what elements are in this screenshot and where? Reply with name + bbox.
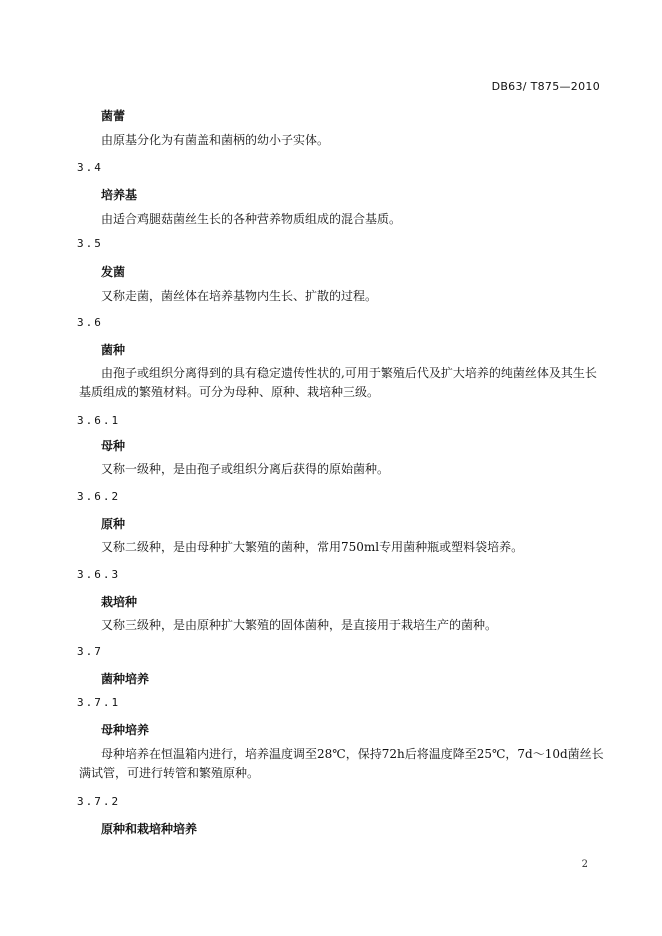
term-heading: 菌种培养: [101, 672, 150, 686]
term-definition: 母种培养在恒温箱内进行，培养温度调至28℃，保持72h后将温度降至25℃，7d～10d菌丝长满试管，可进行转管和繁殖原种。: [79, 747, 604, 780]
clause-number: 3.7.2: [77, 795, 121, 808]
term-definition: 由适合鸡腿菇菌丝生长的各种营养物质组成的混合基质。: [101, 212, 402, 226]
term-definition: 又称三级种，是由原种扩大繁殖的固体菌种，是直接用于栽培生产的菌种。: [101, 618, 498, 632]
clause-number: 3.6.3: [77, 568, 121, 581]
clause-number: 3.6.2: [77, 490, 121, 503]
term-heading: 母种培养: [101, 723, 150, 737]
term-heading: 发菌: [101, 265, 126, 279]
term-heading: 原种: [101, 517, 126, 531]
clause-number: 3.6.1: [77, 414, 121, 427]
clause-number: 3.6: [77, 316, 103, 329]
page-number: 2: [581, 859, 588, 870]
term-heading: 菌蕾: [101, 109, 126, 123]
term-definition: 由孢子或组织分离得到的具有稳定遗传性状的,可用于繁殖后代及扩大培养的纯菌丝体及其生长基质组成的繁殖材料。可分为母种、原种、栽培种三级。: [79, 366, 597, 399]
clause-number: 3.7: [77, 645, 103, 658]
term-heading: 栽培种: [101, 595, 138, 609]
term-definition: 又称一级种，是由孢子或组织分离后获得的原始菌种。: [101, 462, 390, 476]
clause-number: 3.7.1: [77, 696, 121, 709]
clause-number: 3.5: [77, 237, 103, 250]
standard-code: DB63/ T875—2010: [491, 80, 600, 93]
term-heading: 原种和栽培种培养: [101, 822, 198, 836]
clause-number: 3.4: [77, 161, 103, 174]
term-definition: 由原基分化为有菌盖和菌柄的幼小子实体。: [101, 133, 330, 147]
term-heading: 培养基: [101, 188, 138, 202]
term-definition: 又称走菌，菌丝体在培养基物内生长、扩散的过程。: [101, 289, 378, 303]
term-heading: 菌种: [101, 343, 126, 357]
term-definition: 又称二级种，是由母种扩大繁殖的菌种，常用750ml专用菌种瓶或塑料袋培养。: [101, 540, 524, 554]
term-heading: 母种: [101, 439, 126, 453]
